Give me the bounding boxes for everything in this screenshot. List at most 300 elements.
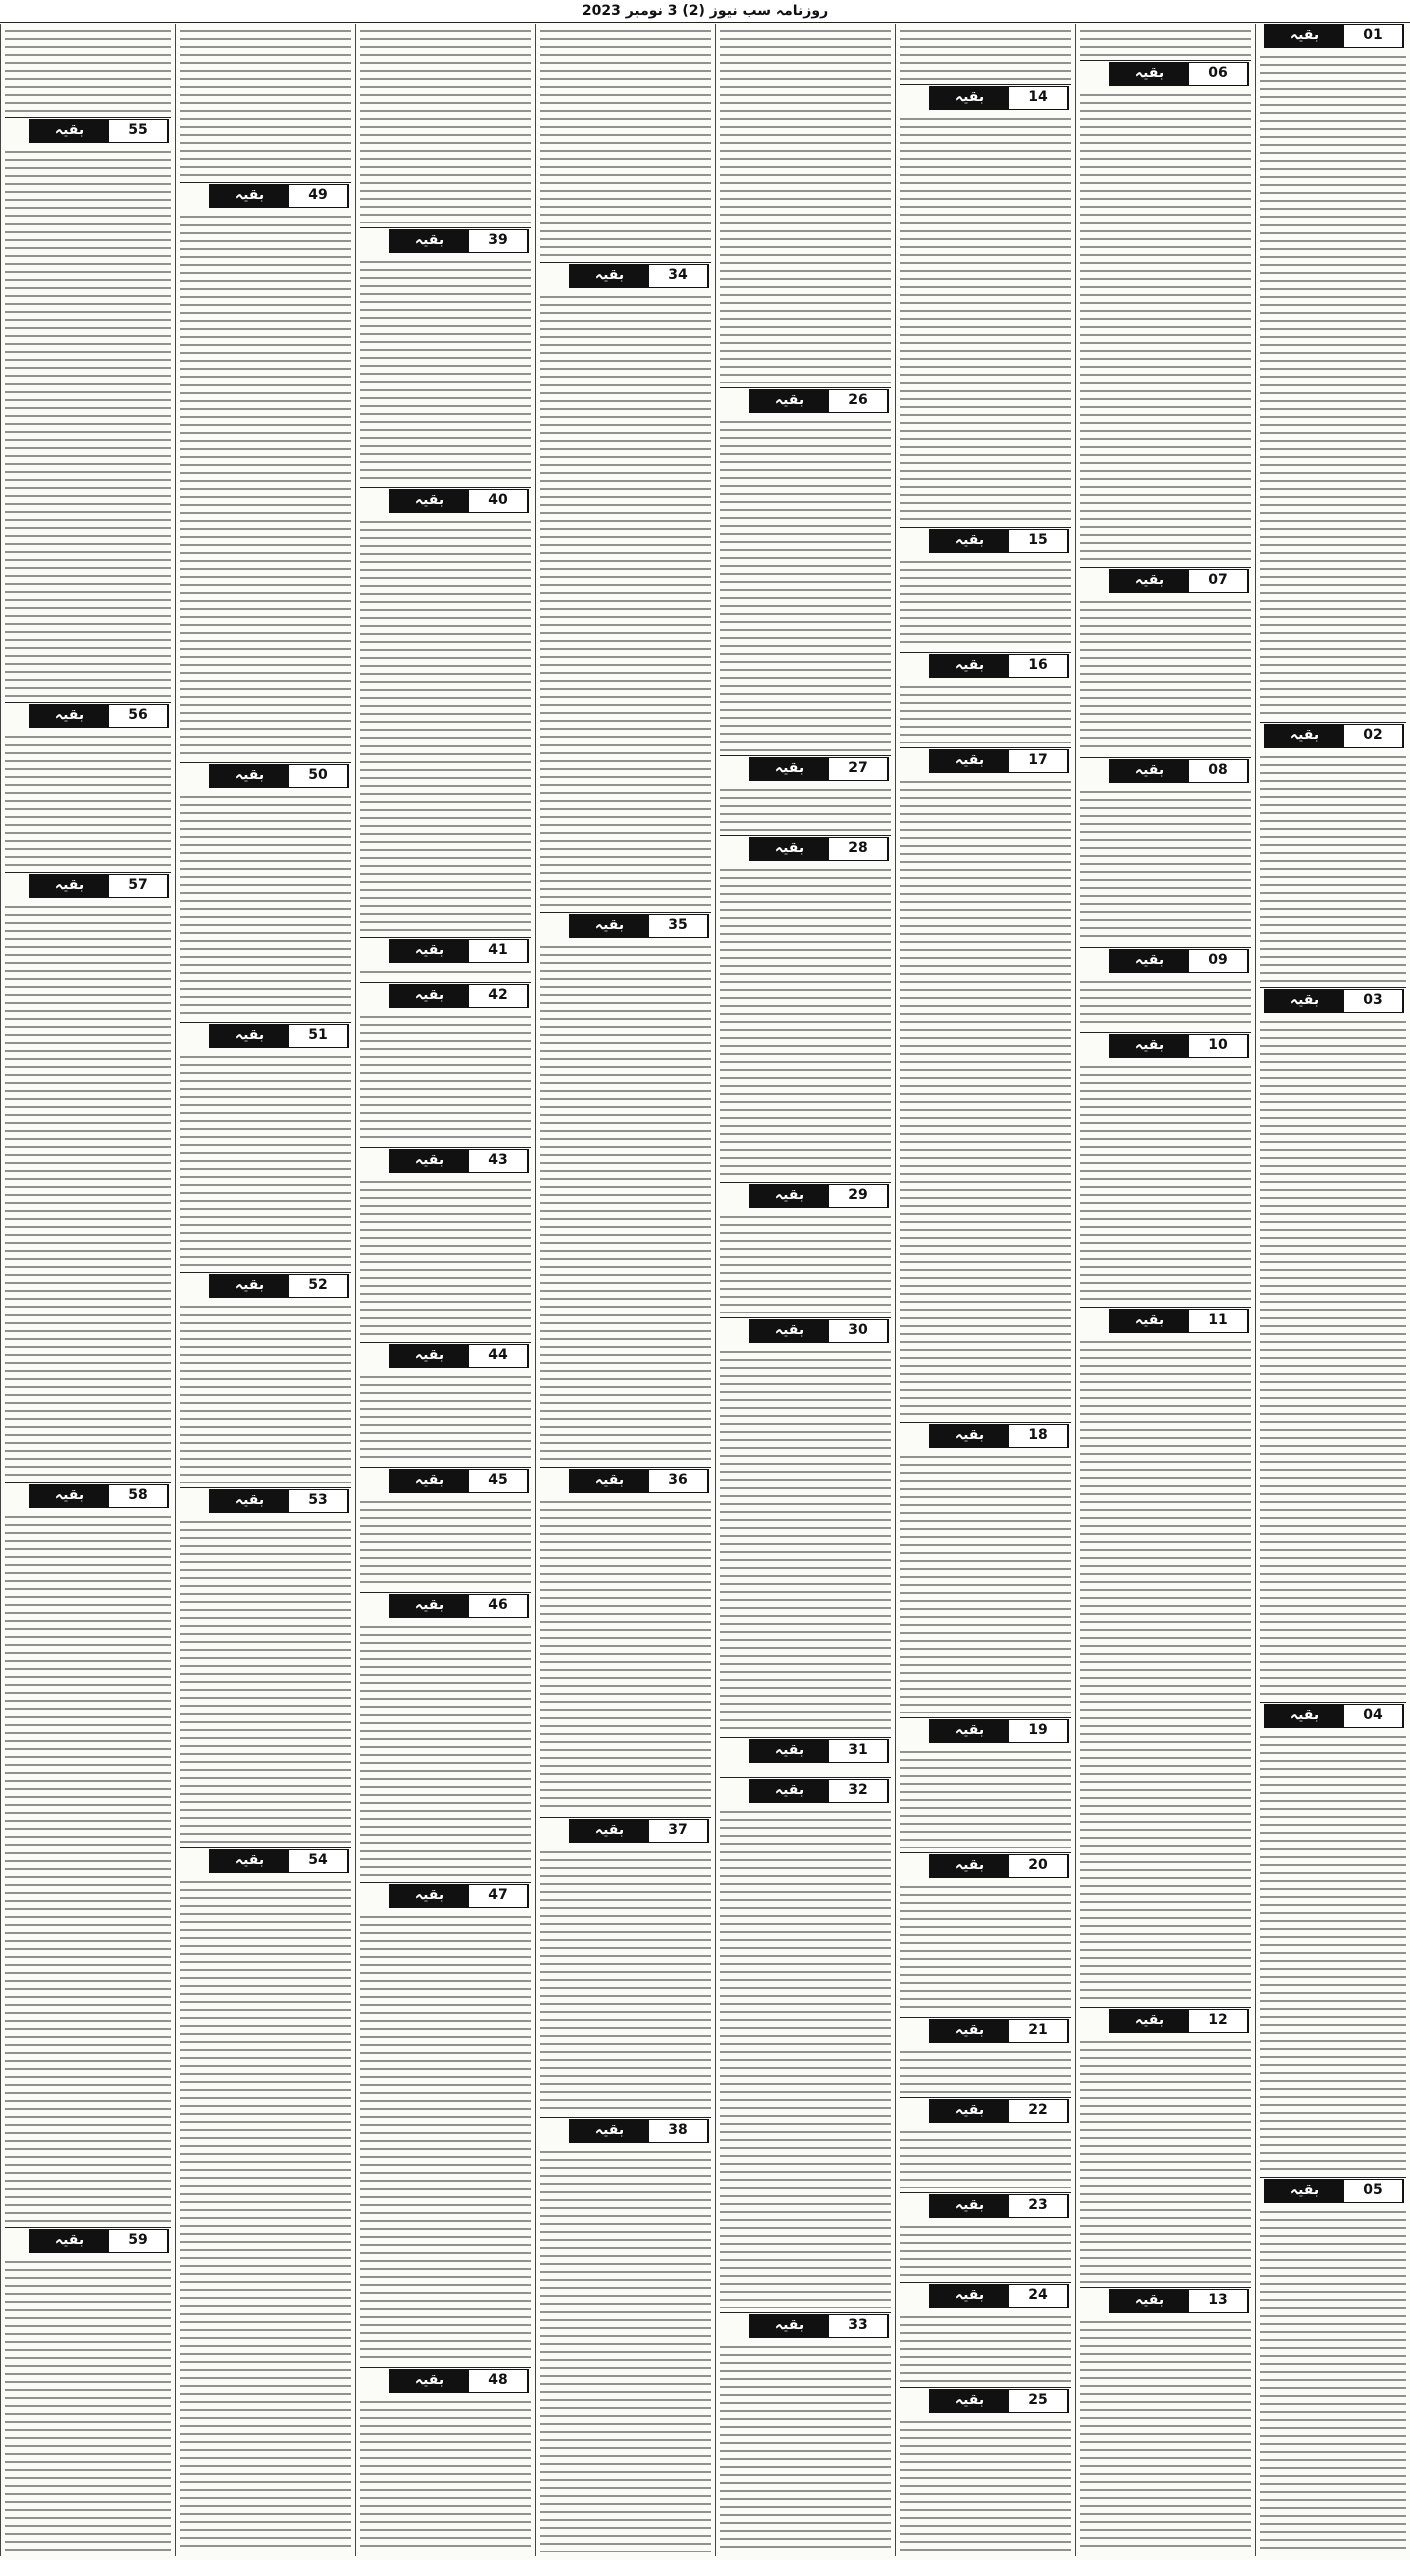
article-text-block: [360, 971, 531, 978]
article-text-block: [900, 2316, 1071, 2383]
continuation-tag: [1109, 1034, 1249, 1058]
continuation-tag: [1109, 62, 1249, 86]
section-divider: [360, 1592, 531, 1593]
continuation-tag: [389, 1884, 529, 1908]
continuation-label: بقیہ: [930, 2100, 1009, 2122]
continuation-tag: [29, 1484, 169, 1508]
continuation-number: 30: [829, 1320, 888, 1342]
continuation-label: بقیہ: [1265, 25, 1344, 47]
article-text-block: [720, 421, 891, 751]
continuation-number: 53: [289, 1490, 348, 1512]
continuation-number: 06: [1189, 63, 1248, 85]
continuation-label: بقیہ: [930, 87, 1009, 109]
section-divider: [900, 1422, 1071, 1423]
section-divider: [360, 937, 531, 938]
continuation-label: بقیہ: [210, 1275, 289, 1297]
section-divider: [5, 2227, 171, 2228]
continuation-number: 24: [1009, 2285, 1068, 2307]
continuation-tag: [209, 1024, 349, 1048]
continuation-tag: [389, 1594, 529, 1618]
continuation-number: 35: [649, 915, 708, 937]
continuation-label: بقیہ: [930, 2285, 1009, 2307]
continuation-tag: [209, 184, 349, 208]
section-divider: [180, 1487, 351, 1488]
section-divider: [1260, 2177, 1406, 2178]
continuation-tag: [389, 984, 529, 1008]
continuation-tag: [569, 2119, 709, 2143]
article-text-block: [720, 30, 891, 383]
article-text-block: [900, 686, 1071, 743]
continuation-number: 29: [829, 1185, 888, 1207]
continuation-tag: [569, 1819, 709, 1843]
continuation-number: 09: [1189, 950, 1248, 972]
continuation-number: 13: [1189, 2290, 1248, 2312]
section-divider: [900, 1717, 1071, 1718]
continuation-number: 39: [469, 230, 528, 252]
section-divider: [180, 1847, 351, 1848]
section-divider: [360, 1342, 531, 1343]
continuation-tag: [29, 874, 169, 898]
continuation-label: بقیہ: [930, 655, 1009, 677]
continuation-number: 31: [829, 1740, 888, 1762]
continuation-number: 16: [1009, 655, 1068, 677]
article-text-block: [900, 1456, 1071, 1713]
continuation-label: بقیہ: [1265, 725, 1344, 747]
continuation-number: 22: [1009, 2100, 1068, 2122]
continuation-tag: [1264, 2179, 1404, 2203]
section-divider: [1080, 2007, 1251, 2008]
section-divider: [540, 1817, 711, 1818]
article-text-block: [540, 1851, 711, 2113]
article-text-block: [1080, 1341, 1251, 2003]
continuation-tag: [1109, 569, 1249, 593]
article-text-block: [540, 2151, 711, 2552]
continuation-number: 07: [1189, 570, 1248, 592]
continuation-label: بقیہ: [390, 940, 469, 962]
column-4: [715, 24, 895, 2556]
continuation-number: 56: [109, 705, 168, 727]
continuation-tag: [1264, 989, 1404, 1013]
section-divider: [180, 762, 351, 763]
article-text-block: [360, 261, 531, 483]
column-8: [0, 24, 175, 2556]
article-text-block: [180, 1306, 351, 1483]
continuation-number: 42: [469, 985, 528, 1007]
article-text-block: [360, 1016, 531, 1143]
section-divider: [900, 2097, 1071, 2098]
article-text-block: [1260, 1021, 1406, 1698]
article-text-block: [900, 781, 1071, 1418]
continuation-tag: [929, 2099, 1069, 2123]
section-divider: [360, 2367, 531, 2368]
continuation-tag: [1264, 24, 1404, 48]
continuation-number: 34: [649, 265, 708, 287]
article-text-block: [360, 2401, 531, 2552]
column-2: [1075, 24, 1255, 2556]
article-text-block: [360, 1916, 531, 2363]
article-text-block: [720, 1216, 891, 1313]
article-text-block: [1260, 2211, 1406, 2552]
continuation-tag: [749, 757, 889, 781]
continuation-tag: [1264, 724, 1404, 748]
section-divider: [720, 1777, 891, 1778]
continuation-label: بقیہ: [1265, 1705, 1344, 1727]
continuation-tag: [569, 914, 709, 938]
continuation-number: 58: [109, 1485, 168, 1507]
section-divider: [360, 1467, 531, 1468]
section-divider: [1260, 722, 1406, 723]
section-divider: [900, 747, 1071, 748]
section-divider: [1080, 567, 1251, 568]
continuation-label: بقیہ: [750, 1185, 829, 1207]
continuation-number: 11: [1189, 1310, 1248, 1332]
continuation-label: بقیہ: [750, 758, 829, 780]
article-text-block: [360, 1501, 531, 1588]
continuation-label: بقیہ: [930, 750, 1009, 772]
section-divider: [720, 835, 891, 836]
article-text-block: [360, 30, 531, 223]
continuation-label: بقیہ: [750, 1740, 829, 1762]
continuation-number: 04: [1344, 1705, 1403, 1727]
continuation-label: بقیہ: [210, 185, 289, 207]
continuation-number: 36: [649, 1470, 708, 1492]
continuation-tag: [749, 1739, 889, 1763]
continuation-label: بقیہ: [30, 1485, 109, 1507]
article-text-block: [1080, 2041, 1251, 2283]
article-text-block: [5, 906, 171, 1478]
continuation-label: بقیہ: [1110, 760, 1189, 782]
article-text-block: [540, 296, 711, 908]
section-divider: [1260, 987, 1406, 988]
column-3: [895, 24, 1075, 2556]
continuation-tag: [929, 2194, 1069, 2218]
continuation-label: بقیہ: [390, 985, 469, 1007]
continuation-label: بقیہ: [210, 1025, 289, 1047]
continuation-tag: [929, 529, 1069, 553]
section-divider: [1080, 757, 1251, 758]
continuation-label: بقیہ: [930, 2195, 1009, 2217]
continuation-tag: [389, 1149, 529, 1173]
article-text-block: [720, 789, 891, 831]
continuation-label: بقیہ: [30, 2230, 109, 2252]
continuation-tag: [209, 1849, 349, 1873]
continuation-label: بقیہ: [570, 1470, 649, 1492]
continuation-number: 48: [469, 2370, 528, 2392]
continuation-tag: [569, 264, 709, 288]
continuation-label: بقیہ: [570, 1820, 649, 1842]
continuation-tag: [29, 119, 169, 143]
continuation-number: 12: [1189, 2010, 1248, 2032]
continuation-number: 37: [649, 1820, 708, 1842]
continuation-number: 45: [469, 1470, 528, 1492]
continuation-tag: [929, 2284, 1069, 2308]
section-divider: [180, 1022, 351, 1023]
continuation-number: 55: [109, 120, 168, 142]
continuation-number: 51: [289, 1025, 348, 1047]
section-divider: [5, 702, 171, 703]
column-5: [535, 24, 715, 2556]
section-divider: [900, 2387, 1071, 2388]
section-divider: [900, 2282, 1071, 2283]
continuation-tag: [29, 2229, 169, 2253]
newspaper-masthead: روزنامہ سب نیوز (2) 3 نومبر 2023: [0, 0, 1410, 23]
article-text-block: [900, 30, 1071, 80]
article-text-block: [5, 736, 171, 868]
continuation-number: 54: [289, 1850, 348, 1872]
continuation-number: 26: [829, 390, 888, 412]
section-divider: [720, 1317, 891, 1318]
continuation-number: 44: [469, 1345, 528, 1367]
continuation-label: بقیہ: [1110, 950, 1189, 972]
article-text-block: [1080, 1066, 1251, 1303]
article-text-block: [720, 1811, 891, 2308]
continuation-tag: [929, 654, 1069, 678]
continuation-tag: [749, 2314, 889, 2338]
article-text-block: [1260, 1736, 1406, 2173]
article-text-block: [900, 2226, 1071, 2278]
article-text-block: [180, 1881, 351, 2552]
continuation-number: 38: [649, 2120, 708, 2142]
continuation-tag: [929, 1424, 1069, 1448]
continuation-tag: [389, 229, 529, 253]
article-text-block: [5, 151, 171, 698]
continuation-label: بقیہ: [570, 915, 649, 937]
continuation-number: 32: [829, 1780, 888, 1802]
continuation-number: 52: [289, 1275, 348, 1297]
article-text-block: [360, 1626, 531, 1878]
continuation-tag: [929, 2389, 1069, 2413]
continuation-tag: [749, 1319, 889, 1343]
section-divider: [900, 2192, 1071, 2193]
continuation-label: بقیہ: [750, 1780, 829, 1802]
continuation-label: بقیہ: [1265, 2180, 1344, 2202]
continuation-label: بقیہ: [210, 1850, 289, 1872]
continuation-tag: [389, 489, 529, 513]
continuation-number: 33: [829, 2315, 888, 2337]
continuation-label: بقیہ: [1110, 63, 1189, 85]
continuation-label: بقیہ: [390, 1470, 469, 1492]
continuation-label: بقیہ: [210, 1490, 289, 1512]
continuation-number: 15: [1009, 530, 1068, 552]
article-text-block: [1080, 2321, 1251, 2552]
continuation-label: بقیہ: [1110, 2290, 1189, 2312]
continuation-label: بقیہ: [390, 1150, 469, 1172]
continuation-tag: [929, 1719, 1069, 1743]
article-text-block: [5, 2261, 171, 2552]
continuation-label: بقیہ: [1110, 1035, 1189, 1057]
article-text-block: [180, 1521, 351, 1843]
section-divider: [720, 1737, 891, 1738]
continuation-tag: [209, 1489, 349, 1513]
continuation-tag: [929, 749, 1069, 773]
article-text-block: [360, 1181, 531, 1338]
continuation-number: 28: [829, 838, 888, 860]
article-text-block: [900, 2051, 1071, 2093]
article-text-block: [1260, 756, 1406, 983]
continuation-tag: [749, 389, 889, 413]
continuation-tag: [929, 1854, 1069, 1878]
continuation-tag: [929, 2019, 1069, 2043]
continuation-tag: [749, 1184, 889, 1208]
continuation-label: بقیہ: [1110, 570, 1189, 592]
section-divider: [540, 1467, 711, 1468]
article-text-block: [1080, 791, 1251, 943]
continuation-number: 47: [469, 1885, 528, 1907]
continuation-label: بقیہ: [930, 2390, 1009, 2412]
continuation-number: 01: [1344, 25, 1403, 47]
section-divider: [180, 182, 351, 183]
column-7: [175, 24, 355, 2556]
continuation-label: بقیہ: [930, 1855, 1009, 1877]
continuation-tag: [29, 704, 169, 728]
section-divider: [1260, 1702, 1406, 1703]
continuation-label: بقیہ: [30, 705, 109, 727]
section-divider: [360, 1147, 531, 1148]
section-divider: [1080, 1307, 1251, 1308]
continuation-label: بقیہ: [1110, 2010, 1189, 2032]
continuation-number: 19: [1009, 1720, 1068, 1742]
continuation-label: بقیہ: [1110, 1310, 1189, 1332]
continuation-label: بقیہ: [930, 1720, 1009, 1742]
column-1: [1255, 24, 1410, 2556]
article-text-block: [1080, 601, 1251, 753]
article-text-block: [5, 1516, 171, 2223]
continuation-number: 20: [1009, 1855, 1068, 1877]
article-text-block: [720, 1351, 891, 1733]
continuation-tag: [389, 2369, 529, 2393]
continuation-tag: [209, 764, 349, 788]
continuation-label: بقیہ: [1265, 990, 1344, 1012]
article-text-block: [180, 30, 351, 178]
continuation-tag: [569, 1469, 709, 1493]
section-divider: [540, 2117, 711, 2118]
article-text-block: [5, 30, 171, 113]
continuation-label: بقیہ: [210, 765, 289, 787]
continuation-number: 40: [469, 490, 528, 512]
continuation-label: بقیہ: [930, 2020, 1009, 2042]
continuation-label: بقیہ: [390, 1595, 469, 1617]
article-text-block: [900, 2421, 1071, 2552]
section-divider: [1080, 60, 1251, 61]
continuation-number: 21: [1009, 2020, 1068, 2042]
article-text-block: [180, 216, 351, 758]
section-divider: [900, 652, 1071, 653]
continuation-number: 08: [1189, 760, 1248, 782]
continuation-tag: [389, 1469, 529, 1493]
continuation-label: بقیہ: [390, 1885, 469, 1907]
continuation-tag: [1109, 759, 1249, 783]
continuation-number: 46: [469, 1595, 528, 1617]
section-divider: [900, 1852, 1071, 1853]
continuation-number: 25: [1009, 2390, 1068, 2412]
continuation-label: بقیہ: [570, 2120, 649, 2142]
continuation-number: 17: [1009, 750, 1068, 772]
article-text-block: [1260, 56, 1406, 718]
continuation-tag: [1109, 2289, 1249, 2313]
continuation-tag: [1109, 949, 1249, 973]
continuation-number: 57: [109, 875, 168, 897]
continuation-label: بقیہ: [390, 490, 469, 512]
article-text-block: [360, 1376, 531, 1463]
continuation-number: 18: [1009, 1425, 1068, 1447]
continuation-number: 49: [289, 185, 348, 207]
section-divider: [5, 872, 171, 873]
column-6: [355, 24, 535, 2556]
continuation-tag: [389, 939, 529, 963]
article-text-block: [540, 1501, 711, 1813]
continuation-number: 41: [469, 940, 528, 962]
article-text-block: [900, 1886, 1071, 2013]
section-divider: [720, 755, 891, 756]
continuation-label: بقیہ: [750, 2315, 829, 2337]
section-divider: [1080, 1032, 1251, 1033]
section-divider: [1080, 947, 1251, 948]
continuation-label: بقیہ: [930, 530, 1009, 552]
section-divider: [720, 2312, 891, 2313]
continuation-number: 05: [1344, 2180, 1403, 2202]
article-text-block: [900, 118, 1071, 523]
article-text-block: [720, 2346, 891, 2552]
section-divider: [900, 527, 1071, 528]
article-text-block: [540, 946, 711, 1463]
article-text-block: [720, 869, 891, 1178]
continuation-number: 50: [289, 765, 348, 787]
continuation-tag: [1109, 1309, 1249, 1333]
section-divider: [360, 982, 531, 983]
continuation-number: 14: [1009, 87, 1068, 109]
continuation-label: بقیہ: [30, 875, 109, 897]
continuation-label: بقیہ: [30, 120, 109, 142]
continuation-number: 27: [829, 758, 888, 780]
section-divider: [360, 227, 531, 228]
section-divider: [540, 912, 711, 913]
article-text-block: [1080, 981, 1251, 1028]
continuation-number: 59: [109, 2230, 168, 2252]
continuation-tag: [389, 1344, 529, 1368]
continuation-tag: [1264, 1704, 1404, 1728]
continuation-label: بقیہ: [390, 1345, 469, 1367]
section-divider: [1080, 2287, 1251, 2288]
continuation-number: 10: [1189, 1035, 1248, 1057]
section-divider: [360, 1882, 531, 1883]
continuation-label: بقیہ: [390, 2370, 469, 2392]
continuation-tag: [929, 86, 1069, 110]
continuation-number: 43: [469, 1150, 528, 1172]
article-text-block: [1080, 94, 1251, 563]
continuation-number: 03: [1344, 990, 1403, 1012]
continuation-label: بقیہ: [750, 1320, 829, 1342]
article-text-block: [540, 30, 711, 258]
continuation-number: 23: [1009, 2195, 1068, 2217]
section-divider: [540, 262, 711, 263]
section-divider: [720, 387, 891, 388]
article-text-block: [360, 521, 531, 933]
continuation-tag: [1109, 2009, 1249, 2033]
section-divider: [360, 487, 531, 488]
continuation-tag: [749, 837, 889, 861]
continuation-label: بقیہ: [570, 265, 649, 287]
continuation-label: بقیہ: [930, 1425, 1009, 1447]
article-text-block: [180, 796, 351, 1018]
article-text-block: [1080, 30, 1251, 56]
article-text-block: [180, 1056, 351, 1268]
article-text-block: [900, 1751, 1071, 1848]
article-text-block: [900, 561, 1071, 648]
article-text-block: [900, 2131, 1071, 2188]
section-divider: [5, 117, 171, 118]
section-divider: [5, 1482, 171, 1483]
section-divider: [900, 84, 1071, 85]
